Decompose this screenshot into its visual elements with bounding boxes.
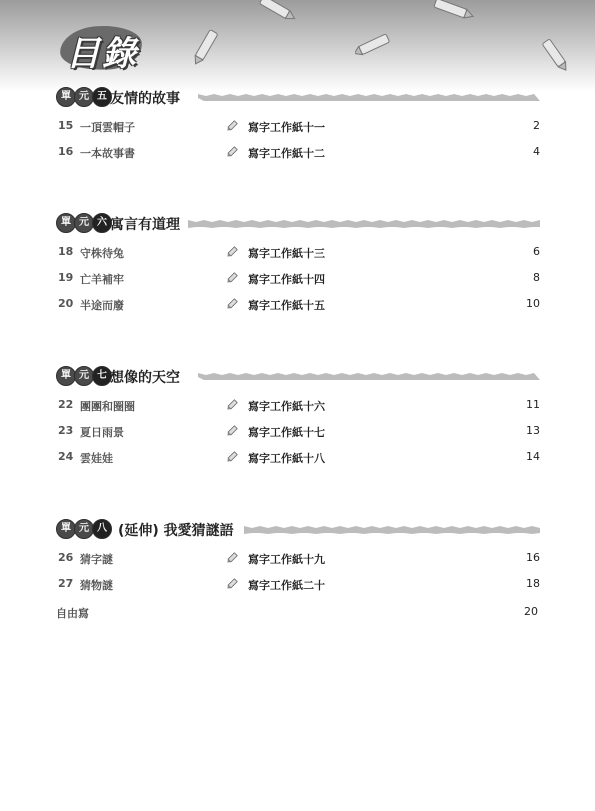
page-number: 8 — [533, 271, 540, 284]
unit-heading — [56, 365, 546, 391]
unit-badge — [56, 87, 110, 109]
pencil-decoration-icon — [536, 34, 572, 74]
unit-badge — [56, 519, 110, 541]
pencil-decoration-icon — [190, 22, 224, 68]
worksheet-title: 寫字工作紙二十 — [248, 579, 325, 592]
lesson-row[interactable] — [58, 269, 540, 287]
page-number: 11 — [526, 398, 540, 411]
worksheet-title: 寫字工作紙十七 — [248, 426, 325, 439]
worksheet-title: 寫字工作紙十九 — [248, 553, 325, 566]
lesson-row[interactable] — [58, 549, 540, 567]
pencil-icon — [226, 550, 240, 564]
lesson-number: 16 — [58, 145, 74, 158]
lesson-title: 半途而廢 — [80, 299, 124, 312]
lesson-number: 19 — [58, 271, 74, 284]
worksheet-title: 寫字工作紙十五 — [248, 299, 325, 312]
badge-char: 單 — [56, 519, 76, 539]
pencil-icon — [226, 423, 240, 437]
badge-char: 單 — [56, 213, 76, 233]
lesson-row[interactable] — [58, 448, 540, 466]
page-number: 14 — [526, 450, 540, 463]
page-number: 16 — [526, 551, 540, 564]
lesson-number: 22 — [58, 398, 74, 411]
badge-char: 單 — [56, 366, 76, 386]
free-writing-label: 自由寫 — [56, 607, 89, 620]
pencil-decoration-icon — [255, 0, 299, 24]
page-number: 18 — [526, 577, 540, 590]
page-title-text: 目錄 — [66, 34, 138, 74]
brush-stroke-decoration — [188, 214, 540, 234]
page-number: 13 — [526, 424, 540, 437]
pencil-icon — [226, 244, 240, 258]
lesson-number: 15 — [58, 119, 74, 132]
unit-number: 七 — [92, 366, 112, 386]
unit-title: (延伸) 我愛猜謎語 — [118, 523, 234, 539]
pencil-icon — [226, 118, 240, 132]
lesson-title: 雲娃娃 — [80, 452, 113, 465]
worksheet-title: 寫字工作紙十二 — [248, 147, 325, 160]
worksheet-title: 寫字工作紙十六 — [248, 400, 325, 413]
unit-title: 想像的天空 — [110, 370, 180, 386]
lesson-number: 20 — [58, 297, 74, 310]
lesson-number: 26 — [58, 551, 74, 564]
lesson-title: 亡羊補牢 — [80, 273, 124, 286]
pencil-icon — [226, 144, 240, 158]
unit-badge — [56, 213, 110, 235]
page-number: 4 — [533, 145, 540, 158]
lesson-number: 24 — [58, 450, 74, 463]
worksheet-title: 寫字工作紙十三 — [248, 247, 325, 260]
unit-heading — [56, 518, 546, 544]
page-number: 10 — [526, 297, 540, 310]
lesson-row[interactable] — [58, 422, 540, 440]
badge-char: 元 — [74, 213, 94, 233]
pencil-icon — [226, 270, 240, 284]
unit-number: 五 — [92, 87, 112, 107]
unit-heading — [56, 212, 546, 238]
unit-heading — [56, 86, 546, 112]
lesson-title: 一本故事書 — [80, 147, 135, 160]
badge-char: 元 — [74, 366, 94, 386]
lesson-title: 猜字謎 — [80, 553, 113, 566]
badge-char: 單 — [56, 87, 76, 107]
lesson-row[interactable] — [58, 575, 540, 593]
lesson-title: 團團和圈圈 — [80, 400, 135, 413]
lesson-title: 猜物謎 — [80, 579, 113, 592]
lesson-row[interactable] — [58, 143, 540, 161]
worksheet-title: 寫字工作紙十四 — [248, 273, 325, 286]
unit-number: 六 — [92, 213, 112, 233]
badge-char: 元 — [74, 519, 94, 539]
pencil-icon — [226, 296, 240, 310]
page-title — [60, 22, 150, 72]
unit-title: 友情的故事 — [110, 91, 180, 107]
brush-stroke-decoration — [244, 520, 540, 540]
unit-number: 八 — [92, 519, 112, 539]
page-number: 6 — [533, 245, 540, 258]
lesson-title: 守株待兔 — [80, 247, 124, 260]
unit-badge — [56, 366, 110, 388]
lesson-row[interactable] — [58, 396, 540, 414]
lesson-number: 27 — [58, 577, 74, 590]
pencil-icon — [226, 449, 240, 463]
lesson-row[interactable] — [58, 117, 540, 135]
lesson-title: 一頂雲帽子 — [80, 121, 135, 134]
free-writing-page: 20 — [524, 605, 538, 618]
pencil-decoration-icon — [430, 0, 478, 24]
lesson-number: 23 — [58, 424, 74, 437]
lesson-title: 夏日雨景 — [80, 426, 124, 439]
worksheet-title: 寫字工作紙十八 — [248, 452, 325, 465]
brush-stroke-decoration — [198, 367, 540, 387]
brush-stroke-decoration — [198, 88, 540, 108]
worksheet-title: 寫字工作紙十一 — [248, 121, 325, 134]
lesson-row[interactable] — [58, 243, 540, 261]
pencil-icon — [226, 397, 240, 411]
page-number: 2 — [533, 119, 540, 132]
pencil-icon — [226, 576, 240, 590]
lesson-row[interactable] — [58, 295, 540, 313]
lesson-number: 18 — [58, 245, 74, 258]
badge-char: 元 — [74, 87, 94, 107]
pencil-decoration-icon — [355, 28, 401, 58]
unit-title: 寓言有道理 — [110, 217, 180, 233]
